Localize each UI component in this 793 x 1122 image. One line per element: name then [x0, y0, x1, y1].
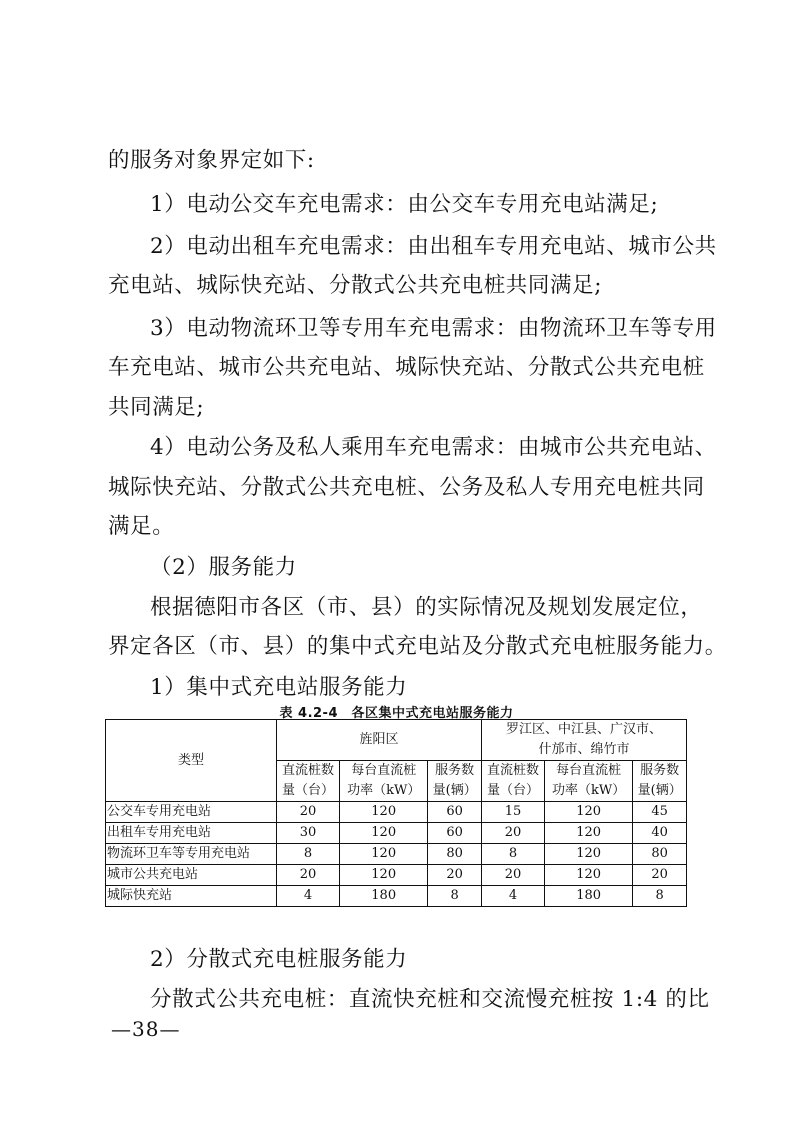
cell: 8 — [633, 886, 687, 907]
paragraph-line: 根据德阳市各区（市、县）的实际情况及规划发展定位， — [150, 595, 703, 620]
subsection-heading: 2）分散式充电桩服务能力 — [150, 947, 408, 972]
paragraph-line: 车充电站、城市公共充电站、城际快充站、分散式公共充电桩 — [108, 355, 705, 380]
subheader-service-count: 服务数 量(辆） — [633, 761, 687, 802]
paragraph-line: 3）电动物流环卫等专用车充电需求：由物流环卫车等专用 — [150, 316, 717, 341]
group-header-other-districts — [481, 720, 686, 761]
cell: 20 — [481, 823, 544, 844]
cell: 180 — [340, 886, 428, 907]
table-row — [106, 865, 687, 886]
cell: 80 — [633, 844, 687, 865]
paragraph-line: 分散式公共充电桩：直流快充桩和交流慢充桩按 1:4 的比 — [150, 987, 710, 1012]
subheader-dc-count: 直流桩数 量（台） — [481, 761, 544, 802]
group-header-jingyang: 旌阳区 — [277, 720, 482, 761]
cell: 8 — [481, 844, 544, 865]
row-type: 物流环卫车等专用充电站 — [106, 844, 277, 865]
group-header-line: 罗江区、中江县、广汉市、 — [505, 722, 662, 737]
cell: 15 — [481, 802, 544, 823]
cell: 120 — [340, 823, 428, 844]
cell: 4 — [277, 886, 340, 907]
row-type: 城际快充站 — [106, 886, 277, 907]
cell: 20 — [481, 865, 544, 886]
subheader-service-count: 服务数 量(辆） — [428, 761, 482, 802]
row-type: 城市公共充电站 — [106, 865, 277, 886]
group-header-line: 什邡市、绵竹市 — [538, 742, 630, 757]
cell: 180 — [545, 886, 633, 907]
paragraph-line: 界定各区（市、县）的集中式充电站及分散式充电桩服务能力。 — [108, 634, 727, 659]
paragraph-line: 共同满足; — [108, 395, 205, 420]
cell: 8 — [428, 886, 482, 907]
table-row — [106, 886, 687, 907]
cell: 120 — [545, 865, 633, 886]
paragraph-line: 充电站、城际快充站、分散式公共充电桩共同满足; — [108, 273, 603, 298]
cell: 120 — [340, 844, 428, 865]
type-header: 类型 — [106, 720, 277, 802]
service-capacity-table — [105, 719, 687, 907]
cell: 120 — [340, 802, 428, 823]
cell: 8 — [277, 844, 340, 865]
paragraph-line: 城际快充站、分散式公共充电桩、公务及私人专用充电桩共同 — [108, 475, 705, 500]
cell: 120 — [340, 865, 428, 886]
cell: 20 — [428, 865, 482, 886]
table-row — [106, 802, 687, 823]
cell: 20 — [633, 865, 687, 886]
paragraph-line: 2）电动出租车充电需求：由出租车专用充电站、城市公共 — [150, 234, 717, 259]
page-number: —38— — [111, 1017, 181, 1041]
paragraph-line: 4）电动公务及私人乘用车充电需求：由城市公共充电站、 — [150, 435, 717, 460]
cell: 120 — [545, 802, 633, 823]
table-row — [106, 844, 687, 865]
table-header-row — [106, 720, 687, 761]
section-heading: （2）服务能力 — [150, 555, 297, 580]
cell: 30 — [277, 823, 340, 844]
row-type: 出租车专用充电站 — [106, 823, 277, 844]
cell: 60 — [428, 802, 482, 823]
subheader-dc-power: 每台直流桩 功率（kW） — [340, 761, 428, 802]
subsection-heading: 1）集中式充电站服务能力 — [150, 675, 408, 700]
cell: 40 — [633, 823, 687, 844]
row-type: 公交车专用充电站 — [106, 802, 277, 823]
cell: 80 — [428, 844, 482, 865]
cell: 60 — [428, 823, 482, 844]
table-row — [106, 823, 687, 844]
cell: 120 — [545, 823, 633, 844]
cell: 45 — [633, 802, 687, 823]
subheader-dc-power: 每台直流桩 功率（kW） — [545, 761, 633, 802]
paragraph-line: 1）电动公交车充电需求：由公交车专用充电站满足; — [150, 192, 659, 217]
table-caption: 表 4.2-4 各区集中式充电站服务能力 — [279, 706, 514, 721]
cell: 20 — [277, 802, 340, 823]
subheader-dc-count: 直流桩数 量（台） — [277, 761, 340, 802]
cell: 120 — [545, 844, 633, 865]
cell: 4 — [481, 886, 544, 907]
paragraph-line: 的服务对象界定如下: — [108, 148, 315, 173]
paragraph-line: 满足。 — [108, 514, 175, 539]
cell: 20 — [277, 865, 340, 886]
